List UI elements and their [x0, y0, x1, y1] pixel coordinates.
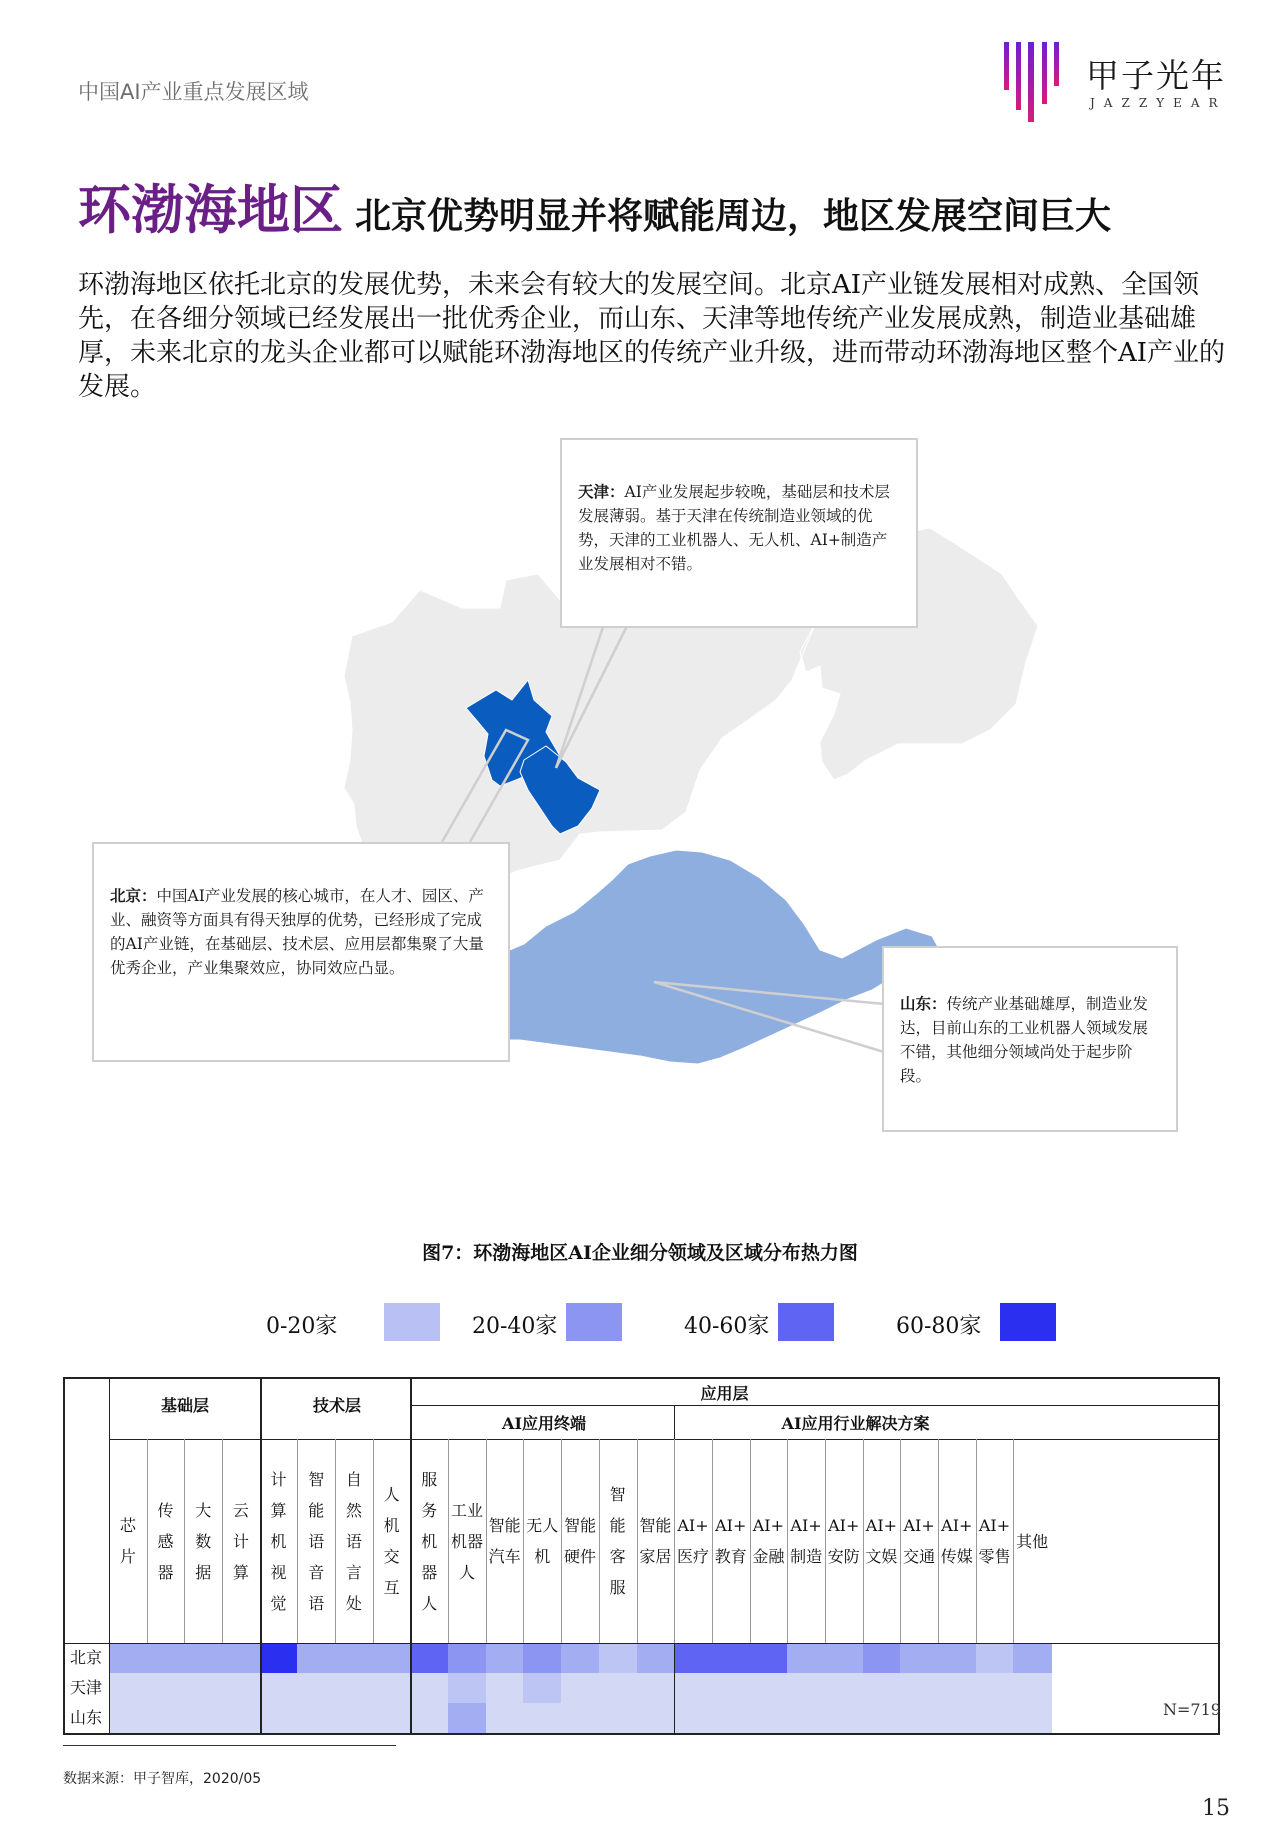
- column-label-part: 零售: [978, 1547, 1011, 1566]
- logo-name-cn: 甲子光年: [1086, 56, 1226, 95]
- column-label: [147, 1495, 185, 1588]
- column-label-part: 传: [157, 1500, 174, 1520]
- column-divider: [712, 1439, 713, 1643]
- row-label: 天津: [69, 1678, 102, 1697]
- heatmap-cell: [750, 1643, 788, 1673]
- column-label-part: 机: [270, 1531, 287, 1551]
- heatmap-cell: [599, 1703, 637, 1733]
- column-label: [599, 1479, 637, 1603]
- column-divider: [825, 1439, 826, 1643]
- column-label-part: AI+: [715, 1516, 747, 1535]
- heatmap-cell: [184, 1703, 222, 1733]
- heatmap-cell: [787, 1643, 825, 1673]
- column-divider: [750, 1439, 751, 1643]
- column-label-part: 大: [195, 1500, 212, 1520]
- column-label-part: 金融: [752, 1547, 785, 1566]
- row-label: 山东: [69, 1708, 102, 1727]
- heatmap-cell: [938, 1643, 976, 1673]
- column-label-part: 语: [308, 1531, 325, 1551]
- heatmap-cell: [712, 1673, 750, 1703]
- heatmap-cell: [448, 1643, 486, 1673]
- column-label: [373, 1479, 411, 1603]
- callout-beijing-label: 北京：: [110, 886, 157, 905]
- heatmap-cell: [260, 1703, 298, 1733]
- column-label-part: 智能: [488, 1516, 521, 1535]
- headline-region: 环渤海地区: [78, 180, 343, 241]
- page-number: 15: [1202, 1796, 1230, 1821]
- callout-tianjin: [560, 438, 918, 628]
- table-line: [109, 1439, 1220, 1440]
- column-label-part: 能: [308, 1500, 325, 1520]
- heatmap-cell: [373, 1643, 411, 1673]
- callout-shandong-label: 山东：: [900, 994, 947, 1013]
- heatmap-cell: [1013, 1703, 1051, 1733]
- callout-beijing-text: 中国AI产业发展的核心城市，在人才、园区、产业、融资等方面具有得天独厚的优势，已经形成了完成的AI产业链，在基础层、技术层、应用层都集聚了大量优秀企业，产业集聚效应，协同效应凸显。: [110, 887, 484, 977]
- heatmap-cell: [147, 1703, 185, 1733]
- subgroup-header-solutions: AI应用行业解决方案: [781, 1414, 930, 1433]
- column-label: [335, 1464, 373, 1619]
- column-label-part: AI+: [752, 1516, 785, 1535]
- figure-caption: 图7：环渤海地区AI企业细分领域及区域分布热力图: [422, 1242, 858, 1264]
- column-label: [486, 1510, 524, 1572]
- table-line: [109, 1377, 110, 1733]
- heatmap-cell: [900, 1703, 938, 1733]
- column-label-part: 数: [195, 1531, 212, 1551]
- heatmap-cell: [750, 1673, 788, 1703]
- column-divider: [147, 1439, 148, 1643]
- column-label-part: 机: [421, 1531, 438, 1551]
- column-label: [410, 1464, 448, 1619]
- logo-name-en: JAZZYEAR: [1090, 96, 1227, 110]
- table-line: [63, 1377, 65, 1735]
- column-label: [637, 1510, 675, 1572]
- heatmap-cell: [637, 1703, 675, 1733]
- table-line: [410, 1405, 1220, 1406]
- column-label-part: 语: [308, 1593, 325, 1613]
- table-line: [63, 1377, 1220, 1379]
- column-divider: [1013, 1439, 1014, 1643]
- heatmap-cell: [448, 1673, 486, 1703]
- column-label: [825, 1510, 863, 1572]
- column-label-part: 语: [345, 1531, 362, 1551]
- column-label-part: AI+: [677, 1516, 709, 1535]
- column-label-part: 感: [157, 1531, 174, 1551]
- column-label-part: 家居: [639, 1547, 672, 1566]
- heatmap-cell: [900, 1673, 938, 1703]
- column-label-part: 其他: [1016, 1531, 1049, 1551]
- heatmap-cell: [787, 1703, 825, 1733]
- column-label-part: 器: [157, 1562, 174, 1582]
- column-label-part: 互: [383, 1578, 400, 1597]
- column-label: [523, 1510, 561, 1572]
- column-label-part: 医疗: [677, 1547, 710, 1566]
- heatmap-cell: [184, 1673, 222, 1703]
- heatmap-cell: [297, 1643, 335, 1673]
- legend-swatch: [778, 1303, 834, 1341]
- legend-label: 0-20家: [266, 1314, 338, 1339]
- heatmap-cell: [147, 1673, 185, 1703]
- column-label-part: 传媒: [940, 1547, 973, 1566]
- legend-swatch: [384, 1303, 440, 1341]
- heatmap-cell: [863, 1673, 901, 1703]
- column-label-part: 务: [421, 1500, 438, 1520]
- heatmap-cell: [260, 1643, 298, 1673]
- column-label-part: 交通: [903, 1547, 936, 1566]
- column-label: [863, 1510, 901, 1572]
- column-label: [787, 1510, 825, 1572]
- callout-beijing: [92, 842, 510, 1062]
- legend-label: 20-40家: [472, 1314, 558, 1339]
- heatmap-cell: [523, 1703, 561, 1733]
- column-label-part: 硬件: [563, 1547, 596, 1566]
- table-line: [63, 1643, 1220, 1644]
- column-label-part: AI+: [903, 1516, 935, 1535]
- column-divider: [976, 1439, 977, 1643]
- column-divider: [561, 1439, 562, 1643]
- column-label-part: 服: [421, 1469, 438, 1489]
- heatmap-cell: [222, 1643, 260, 1673]
- column-label-part: 芯: [119, 1516, 136, 1535]
- heatmap-cell: [561, 1673, 599, 1703]
- column-label-part: 觉: [270, 1593, 287, 1613]
- heatmap-cell: [1013, 1643, 1051, 1673]
- column-label-part: 计: [232, 1531, 249, 1551]
- column-label-part: 工业: [450, 1500, 483, 1520]
- callout-tianjin-label: 天津：: [578, 482, 625, 501]
- column-label: [900, 1510, 938, 1572]
- table-line: [1218, 1377, 1220, 1735]
- column-label-part: 安防: [827, 1547, 860, 1566]
- heatmap-cell: [825, 1643, 863, 1673]
- column-label-part: 文娱: [865, 1547, 898, 1566]
- heatmap-cell: [486, 1643, 524, 1673]
- heatmap-cell: [825, 1703, 863, 1733]
- heatmap-cell: [523, 1673, 561, 1703]
- heatmap-cell: [523, 1643, 561, 1673]
- row-label: 北京: [69, 1648, 102, 1667]
- column-label-part: 音: [308, 1562, 325, 1582]
- column-label-part: 言: [345, 1562, 362, 1582]
- heatmap-cell: [335, 1703, 373, 1733]
- column-label-part: 机器: [450, 1531, 483, 1551]
- callout-tianjin-text: AI产业发展起步较晚，基础层和技术层发展薄弱。基于天津在传统制造业领域的优势，天津的工业机器人、无人机、AI+制造产业发展相对不错。: [578, 483, 890, 573]
- column-divider: [863, 1439, 864, 1643]
- group-header-app: 应用层: [700, 1384, 749, 1403]
- column-label-part: 人: [458, 1562, 475, 1582]
- column-label-part: 能: [609, 1516, 626, 1535]
- heatmap-cell: [373, 1703, 411, 1733]
- column-label: [297, 1464, 335, 1619]
- heatmap-cell: [448, 1703, 486, 1733]
- headline-subtitle: 北京优势明显并将赋能周边，地区发展空间巨大: [355, 196, 1112, 237]
- subgroup-header-terminal: AI应用终端: [502, 1414, 586, 1433]
- column-label: [674, 1510, 712, 1572]
- heatmap-cell: [976, 1673, 1014, 1703]
- heatmap-cell: [674, 1703, 712, 1733]
- column-label-part: 教育: [714, 1547, 747, 1566]
- column-label-part: AI+: [941, 1516, 973, 1535]
- group-header-basic: 基础层: [160, 1396, 209, 1415]
- heatmap-cell: [938, 1673, 976, 1703]
- heatmap-cell: [712, 1703, 750, 1733]
- heatmap-cell: [335, 1673, 373, 1703]
- column-divider: [448, 1439, 449, 1643]
- column-label: [561, 1510, 599, 1572]
- column-label-part: 据: [195, 1562, 212, 1582]
- heatmap-cell: [109, 1643, 147, 1673]
- footnote-rule: [63, 1745, 396, 1746]
- heatmap-cell: [410, 1673, 448, 1703]
- column-label-part: 器: [421, 1562, 438, 1582]
- column-label-part: 交: [383, 1547, 400, 1566]
- column-label-part: 算: [232, 1562, 249, 1582]
- column-label-part: 自: [345, 1469, 362, 1489]
- heatmap-cell: [561, 1703, 599, 1733]
- heatmap-cell: [109, 1703, 147, 1733]
- heatmap-cell: [410, 1703, 448, 1733]
- table-line: [410, 1377, 412, 1735]
- column-label-part: 计: [270, 1469, 287, 1489]
- heatmap-cell: [599, 1643, 637, 1673]
- column-divider: [184, 1439, 185, 1643]
- column-divider: [486, 1439, 487, 1643]
- heatmap-cell: [825, 1673, 863, 1703]
- column-label-part: 处: [345, 1593, 362, 1613]
- column-label-part: 算: [270, 1500, 287, 1520]
- column-label-part: 片: [119, 1547, 136, 1566]
- column-label: [938, 1510, 976, 1572]
- heatmap-cell: [222, 1703, 260, 1733]
- column-divider: [900, 1439, 901, 1643]
- heatmap-cell: [222, 1673, 260, 1703]
- heatmap-cell: [863, 1643, 901, 1673]
- column-label-part: 机: [383, 1516, 400, 1535]
- table-line: [260, 1377, 262, 1735]
- column-label-part: 智: [609, 1485, 626, 1504]
- heatmap-cell: [486, 1703, 524, 1733]
- heatmap-cell: [561, 1643, 599, 1673]
- column-divider: [938, 1439, 939, 1643]
- heatmap-cell: [410, 1643, 448, 1673]
- legend-label: 40-60家: [684, 1314, 770, 1339]
- legend-swatch: [566, 1303, 622, 1341]
- legend-label: 60-80家: [896, 1314, 982, 1339]
- column-label-part: 云: [232, 1500, 249, 1520]
- header-title: 中国AI产业重点发展区域: [78, 80, 309, 104]
- column-label: [260, 1464, 298, 1619]
- callout-shandong: [882, 946, 1178, 1132]
- column-label-part: 汽车: [488, 1547, 521, 1566]
- column-label-part: 智能: [563, 1516, 596, 1535]
- column-label: [184, 1495, 222, 1588]
- heatmap-cell: [712, 1643, 750, 1673]
- heatmap-cell: [335, 1643, 373, 1673]
- column-divider: [335, 1439, 336, 1643]
- heatmap-cell: [674, 1643, 712, 1673]
- data-source: 数据来源：甲子智库，2020/05: [63, 1771, 262, 1787]
- table-line: [63, 1733, 1220, 1735]
- heatmap-cell: [184, 1643, 222, 1673]
- column-label-part: AI+: [790, 1516, 822, 1535]
- column-label: [222, 1495, 260, 1588]
- column-label-part: 然: [345, 1500, 362, 1520]
- column-label-part: AI+: [978, 1516, 1011, 1535]
- heatmap-cell: [863, 1703, 901, 1733]
- column-label: [109, 1510, 147, 1572]
- column-label: [712, 1510, 750, 1572]
- column-divider: [637, 1439, 638, 1643]
- heatmap-cell: [1013, 1673, 1051, 1703]
- column-label-part: 无人: [526, 1516, 559, 1535]
- legend-swatch: [1000, 1303, 1056, 1341]
- column-divider: [599, 1439, 600, 1643]
- column-label-part: 客: [609, 1547, 626, 1566]
- heatmap-cell: [297, 1673, 335, 1703]
- heatmap-cell: [297, 1703, 335, 1733]
- column-label-part: 服: [609, 1578, 626, 1597]
- column-divider: [297, 1439, 298, 1643]
- heatmap-cell: [938, 1703, 976, 1733]
- column-divider: [373, 1439, 374, 1643]
- heatmap-cell: [787, 1673, 825, 1703]
- column-label-part: 制造: [790, 1547, 823, 1566]
- heatmap-cell: [147, 1643, 185, 1673]
- callout-shandong-text: 传统产业基础雄厚，制造业发达，目前山东的工业机器人领域发展不错，其他细分领域尚处于起步阶段。: [900, 995, 1149, 1085]
- column-divider: [787, 1439, 788, 1643]
- column-label-part: 机: [534, 1547, 551, 1566]
- heatmap-cell: [637, 1643, 675, 1673]
- heatmap-cell: [599, 1673, 637, 1703]
- intro-paragraph: 环渤海地区依托北京的发展优势，未来会有较大的发展空间。北京AI产业链发展相对成熟、全国领先，在各细分领域已经发展出一批优秀企业，而山东、天津等地传统产业发展成熟，制造业基础雄厚，未来北京的龙头企业都可以赋能环渤海地区的传统产业升级，进而带动环渤海地区整个AI产业的发展。: [78, 270, 1226, 402]
- heatmap-cell: [674, 1673, 712, 1703]
- column-label: [976, 1510, 1014, 1572]
- heatmap-cell: [373, 1673, 411, 1703]
- group-header-tech: 技术层: [312, 1396, 361, 1415]
- column-label-part: AI+: [865, 1516, 898, 1535]
- column-label-part: 人: [421, 1593, 438, 1613]
- column-label: [448, 1495, 486, 1588]
- heatmap-cell: [260, 1673, 298, 1703]
- heatmap-cell: [976, 1703, 1014, 1733]
- column-label-part: 智能: [639, 1516, 672, 1535]
- heatmap-cell: [750, 1703, 788, 1733]
- column-divider: [523, 1439, 524, 1643]
- column-divider: [222, 1439, 223, 1643]
- column-label-part: 人: [383, 1485, 400, 1504]
- heatmap-cell: [900, 1643, 938, 1673]
- column-label-part: 视: [270, 1562, 287, 1582]
- column-divider: [674, 1439, 675, 1643]
- column-label-part: AI+: [828, 1516, 860, 1535]
- column-label: [750, 1510, 788, 1572]
- heatmap-cell: [109, 1673, 147, 1703]
- heatmap-cell: [637, 1673, 675, 1703]
- heatmap-cell: [486, 1673, 524, 1703]
- sample-size-note: N=719: [1163, 1700, 1221, 1719]
- heatmap-cell: [976, 1643, 1014, 1673]
- column-label: [1013, 1526, 1051, 1557]
- column-label-part: 智: [308, 1469, 325, 1489]
